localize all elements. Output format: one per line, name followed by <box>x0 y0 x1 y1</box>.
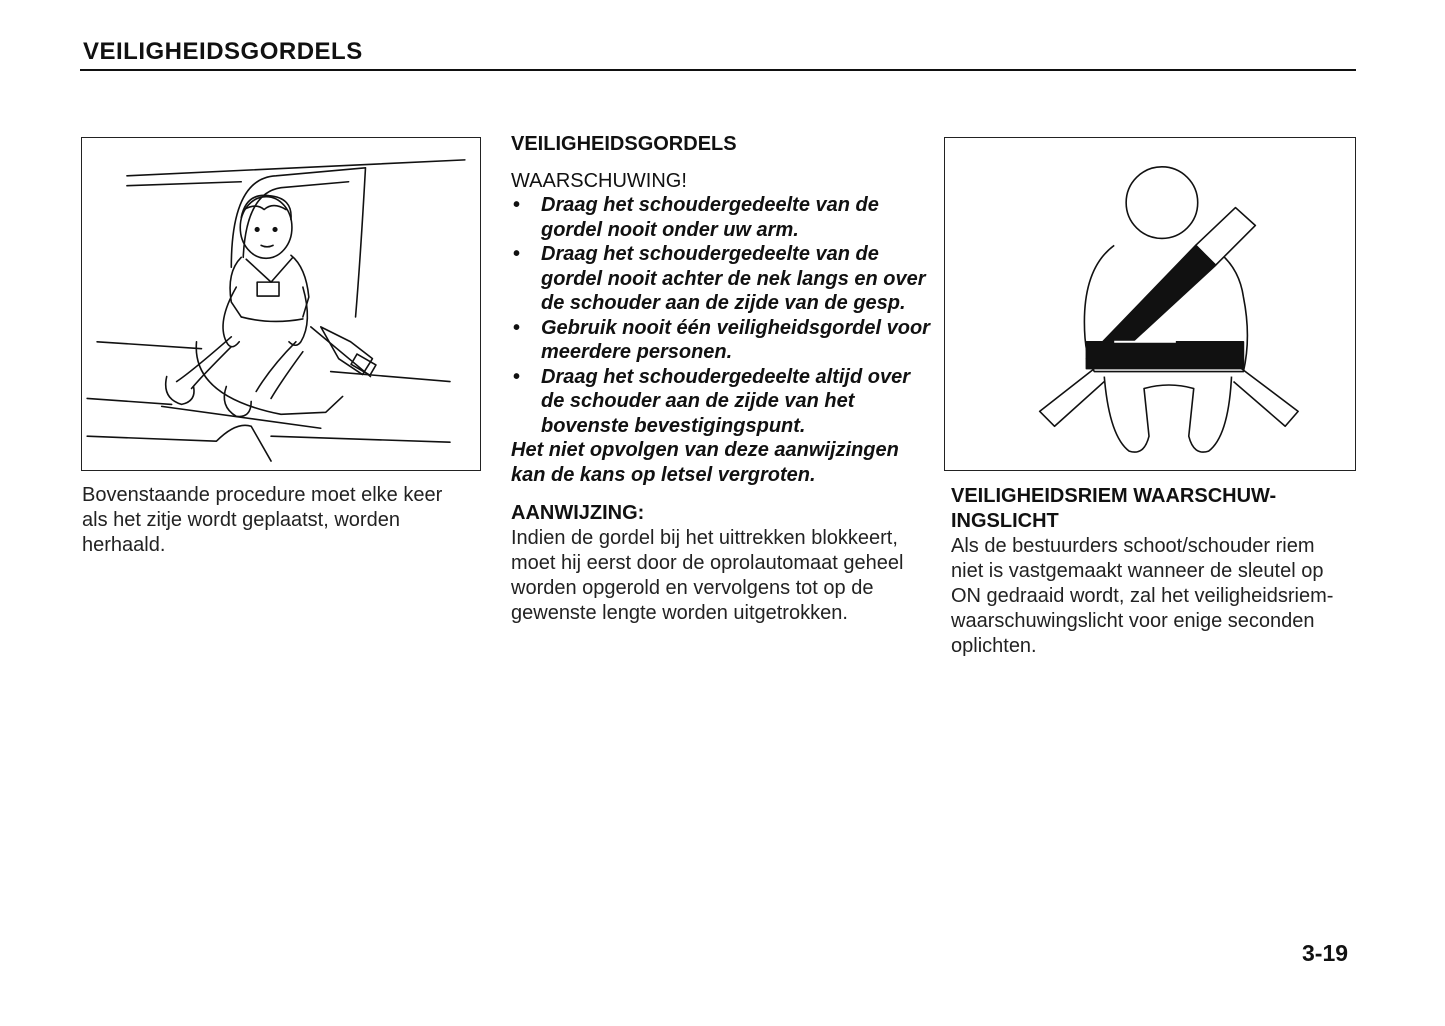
page-header-title: VEILIGHEIDSGORDELS <box>83 38 363 65</box>
list-item: • Draag het schoudergedeelte altijd over de schouder aan de zijde van het bovenste bevestigingspunt. <box>513 365 910 437</box>
bullet-icon: • <box>513 243 521 265</box>
bullet-icon: • <box>513 316 521 339</box>
warning-list <box>511 193 931 438</box>
page-number: 3-19 <box>1302 940 1349 966</box>
section-heading: VEILIGHEIDSGORDELS <box>511 133 737 155</box>
warning-footer: Het niet opvolgen van deze aanwijzingen kan de kans op letsel vergroten. <box>511 439 899 486</box>
middle-column <box>511 131 931 626</box>
warning-light-heading: VEILIGHEIDSRIEM WAARSCHUW-INGSLICHT <box>951 485 1277 532</box>
note-text: Indien de gordel bij het uittrekken blokkeert, moet hij eerst door de oprolautomaat geheel worden opgerold en vervolgens tot op de gewenste lengte worden uitgetrokken. <box>511 527 904 624</box>
child-seat-illustration-icon <box>82 138 480 470</box>
warning-title: WAARSCHUWING! <box>511 170 687 192</box>
warning-light-text: Als de bestuurders schoot/schouder riem niet is vastgemaakt wanneer de sleutel op ON gedraaid wordt, zal het veiligheidsriem-waarschuwingslicht voor enige seconden oplichten. <box>951 535 1334 657</box>
header-divider <box>80 69 1356 71</box>
right-column <box>951 484 1351 659</box>
note-title: AANWIJZING: <box>511 502 645 524</box>
seatbelt-warning-icon <box>945 138 1355 470</box>
list-item: • Draag het schoudergedeelte van de gordel nooit achter de nek langs en over de schouder aan de zijde van de gesp. <box>513 243 926 314</box>
bullet-icon: • <box>513 365 521 388</box>
child-seat-caption: Bovenstaande procedure moet elke keer als het zitje wordt geplaatst, worden herhaald. <box>82 484 443 556</box>
bullet-icon: • <box>513 194 521 216</box>
list-item: • Gebruik nooit één veiligheidsgordel voor meerdere personen. <box>513 316 930 363</box>
seatbelt-symbol-figure <box>944 137 1356 471</box>
child-seat-figure <box>81 137 481 471</box>
list-item: • Draag het schoudergedeelte van de gordel nooit onder uw arm. <box>513 194 879 241</box>
